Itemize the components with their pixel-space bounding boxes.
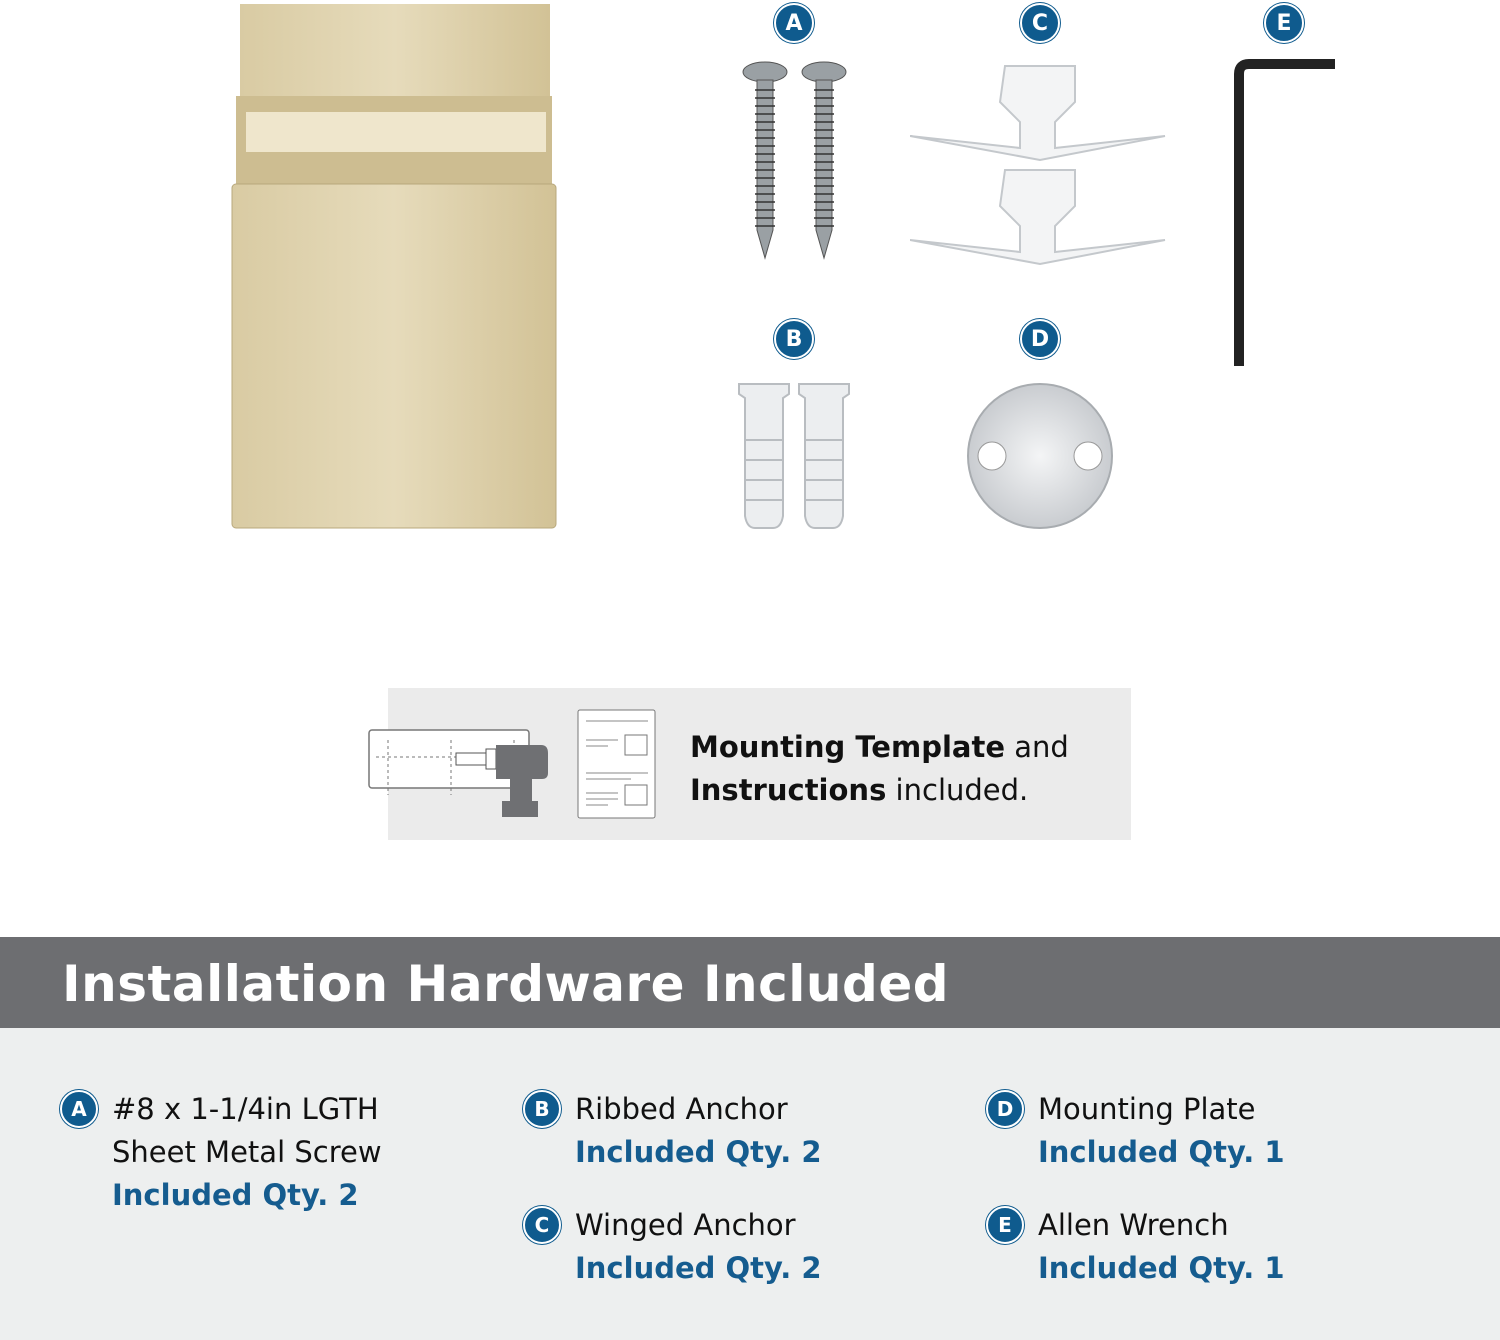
screws-image	[738, 60, 853, 265]
ribbed-anchors-image	[735, 380, 855, 532]
template-note-bold2: Instructions	[690, 773, 887, 807]
template-note-text1: and	[1005, 730, 1069, 764]
item-name: Mounting Plate	[1038, 1092, 1256, 1126]
list-item-a	[71, 1088, 382, 1217]
template-note-text2: included.	[886, 773, 1029, 807]
mounting-plate-image	[964, 380, 1116, 532]
label-c-badge: C	[1020, 3, 1060, 43]
list-item-c	[534, 1204, 822, 1290]
item-name: #8 x 1-1/4in LGTH	[112, 1092, 379, 1126]
list-item-d	[996, 1088, 1285, 1174]
item-qty: Included Qty. 2	[112, 1178, 359, 1212]
item-name: Allen Wrench	[1038, 1208, 1229, 1242]
item-qty: Included Qty. 1	[1038, 1251, 1285, 1285]
list-item-b	[534, 1088, 822, 1174]
label-b-badge: B	[774, 319, 814, 359]
template-note	[690, 726, 1069, 812]
item-name: Winged Anchor	[575, 1208, 796, 1242]
item-b-badge: B	[523, 1090, 561, 1128]
section-title: Installation Hardware Included	[62, 955, 950, 1013]
label-a-badge: A	[774, 3, 814, 43]
item-a-badge: A	[60, 1090, 98, 1128]
allen-wrench-image	[1225, 58, 1345, 370]
section-banner	[0, 937, 1500, 1028]
drill-template-icon	[366, 705, 661, 823]
item-qty: Included Qty. 2	[575, 1251, 822, 1285]
template-note-bold1: Mounting Template	[690, 730, 1005, 764]
item-c-badge: C	[523, 1206, 561, 1244]
label-e-badge: E	[1264, 3, 1304, 43]
item-e-badge: E	[986, 1206, 1024, 1244]
item-qty: Included Qty. 2	[575, 1135, 822, 1169]
item-d-badge: D	[986, 1090, 1024, 1128]
brass-hook-image	[228, 0, 560, 532]
list-item-e	[998, 1204, 1285, 1290]
item-name: Ribbed Anchor	[575, 1092, 788, 1126]
item-qty: Included Qty. 1	[1038, 1135, 1285, 1169]
winged-anchors-image	[910, 62, 1172, 267]
label-d-badge: D	[1020, 319, 1060, 359]
item-name-line2: Sheet Metal Screw	[112, 1135, 382, 1169]
